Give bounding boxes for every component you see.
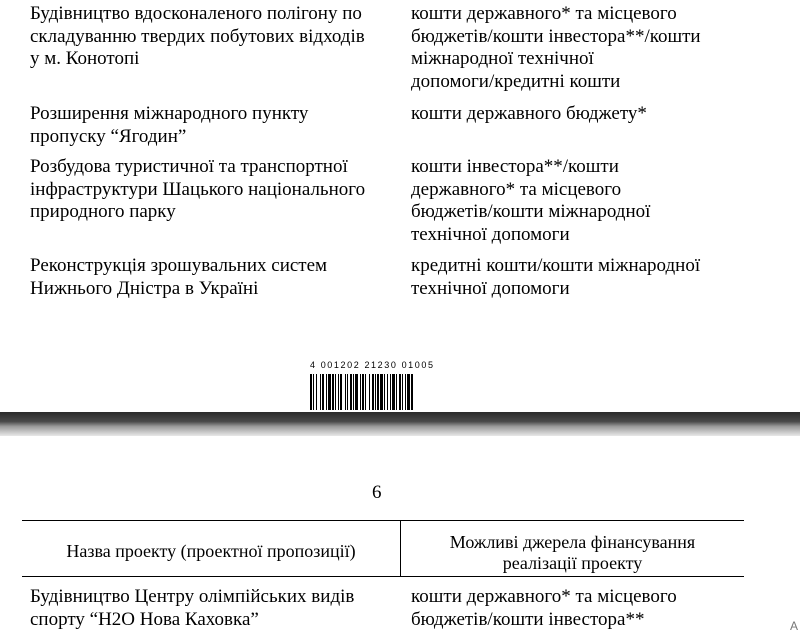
document-page-lower [0, 436, 800, 639]
funding-source: кошти державного* та місцевого бюджетів/кошти інвестора** [411, 586, 677, 630]
barcode-number: 4 001202 21230 01005 [310, 360, 435, 370]
column-header-funding: Можливі джерела фінансування реалізації проекту [449, 532, 696, 573]
funding-source: кошти державного бюджету* [411, 103, 647, 124]
table-top-border [22, 520, 744, 521]
barcode-bars [306, 372, 472, 412]
project-name: Розбудова туристичної та транспортної інфраструктури Шацького національного природного парку [30, 156, 366, 222]
funding-source: кошти державного* та місцевого бюджетів/кошти інвестора**/кошти міжнародної технічної допомоги/кредитні кошти [411, 3, 701, 92]
funding-source: кошти інвестора**/кошти державного* та місцевого бюджетів/кошти міжнародної технічної допомоги [411, 156, 651, 245]
project-name: Розширення міжнародного пункту пропуску “Ягодин” [30, 103, 309, 147]
project-name: Будівництво вдосконаленого полігону по складуванню твердих побутових відходів у м. Конотопі [30, 3, 365, 69]
funding-source: кредитні кошти/кошти міжнародної технічної допомоги [411, 255, 701, 299]
column-header-project: Назва проекту (проектної пропозиції) [66, 541, 356, 561]
table-header-border [22, 576, 744, 577]
page-break [0, 412, 800, 436]
barcode [306, 360, 472, 412]
page-number: 6 [372, 482, 382, 503]
project-name: Будівництво Центру олімпійських видів спорту “H2O Нова Каховка” [30, 586, 355, 630]
corner-mark: A [789, 619, 798, 633]
project-name: Реконструкція зрошувальних систем Нижнього Дністра в Україні [30, 255, 328, 299]
